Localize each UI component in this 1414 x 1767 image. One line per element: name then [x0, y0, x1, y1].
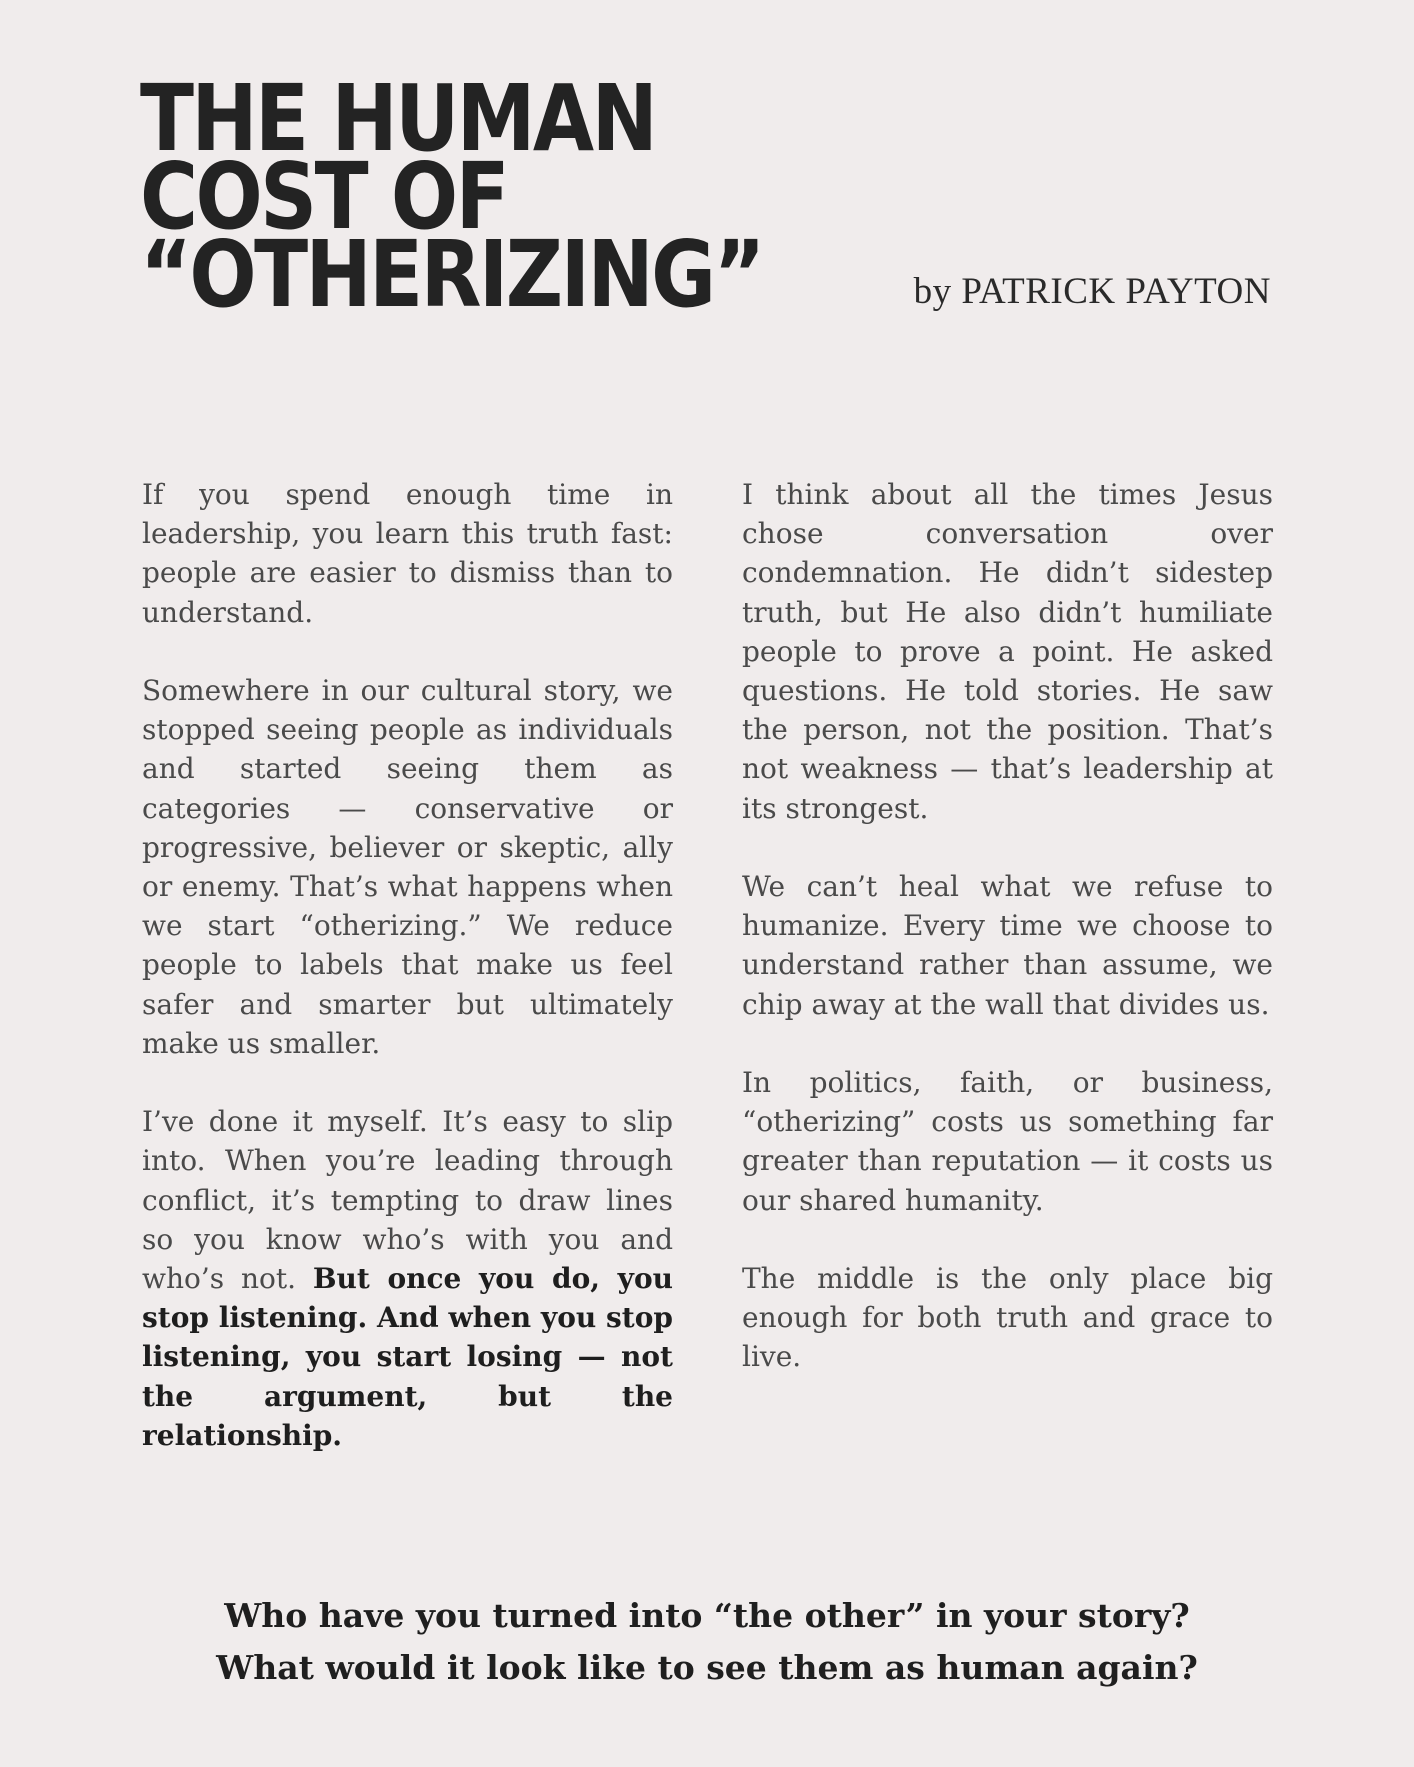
left-column	[142, 475, 673, 1455]
closing-questions	[0, 1590, 1414, 1694]
left-paragraph-3-regular: I’ve done it myself. It’s easy to slip into. When you’re leading through conflict, it’s tempting to draw lines so you know who’s with you and who’s not.	[142, 1105, 673, 1296]
right-paragraph-1: I think about all the times Jesus chose conversation over condemnation. He didn’t sidestep truth, but He also didn’t humiliate people to prove a point. He asked questions. He told stories. He saw the person, not the position. That’s not weakness — that’s leadership at its strongest.	[742, 478, 1273, 825]
right-paragraph-4: The middle is the only place big enough for both truth and grace to live.	[742, 1262, 1273, 1374]
left-paragraph-3-emphasis: But once you do, you stop listening. And when you stop listening, you start losing — not the argument, but the relationship.	[142, 1262, 673, 1452]
right-column	[742, 475, 1273, 1377]
left-paragraph-3	[142, 1102, 673, 1455]
closing-question-2: What would it look like to see them as human again?	[216, 1648, 1198, 1687]
left-paragraph-2: Somewhere in our cultural story, we stopped seeing people as individuals and started seeing them as categories — conservative or progressive, believer or skeptic, ally or enemy. That’s what happens when we start “otherizing.” We reduce people to labels that make us feel safer and smarter but ultimately make us smaller.	[142, 674, 673, 1060]
right-paragraph-3: In politics, faith, or business, “otherizing” costs us something far greater than reputation — it costs us our shared humanity.	[742, 1066, 1273, 1217]
closing-question-1: Who have you turned into “the other” in your story?	[224, 1596, 1190, 1635]
right-paragraph-2: We can’t heal what we refuse to humanize. Every time we choose to understand rather than assume, we chip away at the wall that divides us.	[742, 870, 1273, 1021]
left-paragraph-1: If you spend enough time in leadership, you learn this truth fast: people are easier to dismiss than to understand.	[142, 478, 673, 629]
page-title	[140, 65, 763, 328]
title-line-2: COST OF	[140, 143, 508, 250]
title-line-1: THE HUMAN	[140, 65, 656, 172]
author-byline: by PATRICK PAYTON	[913, 271, 1271, 312]
title-line-3: “OTHERIZING”	[140, 221, 763, 328]
